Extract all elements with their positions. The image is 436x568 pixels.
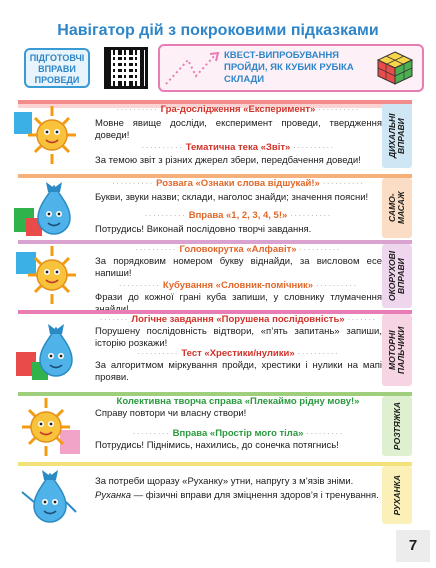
dots-right: ·········· [292, 142, 335, 153]
dots-left: ·········· [144, 210, 187, 221]
dots-left: ········· [132, 428, 170, 439]
item-text: Порушену послідовність відтвори, «п’ять запитань» запиши, історію розкажи! [95, 326, 382, 349]
sun-mascot [10, 104, 86, 166]
item-title-text: Вправа «1, 2, 3, 4, 5!» [188, 210, 288, 221]
item-title [94, 244, 382, 255]
item-title-text: Головокрутка «Алфавіт» [179, 244, 297, 255]
page-title: Навігатор дій з покроковими підказками [57, 22, 379, 39]
side-tab-ruhanka [382, 466, 412, 524]
item-text: Потрудись! Виконай послідовно творчі завдання. [95, 224, 312, 235]
dots-right: ·········· [299, 244, 341, 255]
dots-left: ·········· [111, 178, 154, 189]
item-title [94, 142, 382, 153]
item-text: Фрази до кожної грані куба запиши, у словнику тлумачення знайди! [95, 292, 382, 315]
item-title-text: Кубування «Словник-помічник» [162, 280, 314, 291]
item-title [94, 314, 382, 325]
drop-mascot [10, 318, 86, 384]
drop-mascot [10, 178, 86, 240]
sun-mascot [10, 244, 86, 306]
item-text: Потрудись! Піднімись, нахились, до сонечка потягнись! [95, 440, 339, 451]
item-title [94, 210, 382, 221]
dots-right: ·········· [315, 280, 358, 291]
sun-mascot [10, 396, 86, 458]
qr-code-icon[interactable] [104, 47, 148, 89]
side-tab-label: САМО-МАСАЖ [387, 191, 406, 225]
side-tab-label: ОКОРУХОВІ ВПРАВИ [387, 250, 406, 302]
quest-text: КВЕСТ-ВИПРОБУВАННЯ ПРОЙДИ, ЯК КУБИК РУБІКА СКЛАДИ [224, 50, 354, 85]
side-tab-label: МОТОРНІ ПАЛЬЧИКИ [387, 326, 406, 374]
dots-left: ·········· [135, 244, 177, 255]
dots-right: ·········· [289, 210, 332, 221]
dots-left: ······· [99, 314, 129, 325]
side-tab-label: ДИХАЛЬНІ ВПРАВИ [387, 113, 406, 159]
item-title [94, 280, 382, 291]
side-tab-label: РОЗТЯЖКА [391, 401, 402, 451]
item-title-text: Вправа «Простір мого тіла» [172, 428, 304, 439]
side-tab-breathing [382, 104, 412, 168]
dots-left: ·········· [116, 104, 158, 115]
item-title-text: Колективна творча справа «Плекаймо рідну мову!» [116, 396, 360, 407]
item-text: За темою звіт з різних джерел збери, передбачення доведи! [95, 155, 361, 166]
header-row [24, 44, 424, 92]
dots-right: ·········· [322, 178, 365, 189]
side-tab-massage [382, 178, 412, 238]
item-title [94, 348, 382, 359]
dots-left: ·········· [137, 348, 179, 359]
side-tab-eye [382, 244, 412, 308]
item-text: За алгоритмом міркування пройди, хрестики і нулики на мапі прояви. [95, 360, 382, 383]
item-title [94, 428, 382, 439]
rubiks-cube-icon [376, 50, 414, 86]
dots-right: ········· [306, 428, 344, 439]
side-tab-stretch [382, 396, 412, 456]
item-title [94, 396, 382, 407]
dots-left: ·········· [118, 280, 161, 291]
drop-mascot [10, 466, 86, 526]
item-title-text: Розвага «Ознаки слова відшукай!» [156, 178, 320, 189]
item-title-text: Логічне завдання «Порушена послідовність» [131, 314, 345, 325]
item-text [95, 490, 382, 502]
item-text: Мовне явище досліди, експеримент проведи, твердження доведи! [95, 118, 382, 141]
item-text: Букви, звуки назви; склади, наголос знайди; значення поясни! [95, 192, 369, 203]
dots-right: ·········· [318, 104, 360, 115]
item-title [94, 178, 382, 189]
item-title-text: Гра-дослідження «Експеримент» [160, 104, 316, 115]
item-title-text: Тест «Хрестики/нулики» [181, 348, 295, 359]
term: Руханка [95, 490, 132, 501]
item-text: Справу повтори чи власну створи! [95, 408, 247, 419]
page-number: 7 [396, 530, 430, 562]
item-text: За порядковим номером букву віднайди, за висловом есе напиши! [95, 256, 382, 279]
side-tab-fingers [382, 314, 412, 386]
dots-right: ······· [347, 314, 377, 325]
definition: — фізичні вправи для зміцнення здоров’я і тренування. [131, 490, 379, 501]
dots-right: ·········· [297, 348, 339, 359]
dotted-arrow-icon [162, 50, 222, 86]
item-text: За потреби щоразу «Руханку» утни, напругу з м’язів зніми. [95, 476, 354, 487]
item-title-text: Тематична тека «Звіт» [185, 142, 291, 153]
item-title [94, 104, 382, 115]
dots-left: ·········· [141, 142, 184, 153]
side-tab-label: РУХАНКА [391, 474, 402, 516]
prep-badge: ПІДГОТОВЧІ ВПРАВИ ПРОВЕДИ [24, 48, 90, 88]
